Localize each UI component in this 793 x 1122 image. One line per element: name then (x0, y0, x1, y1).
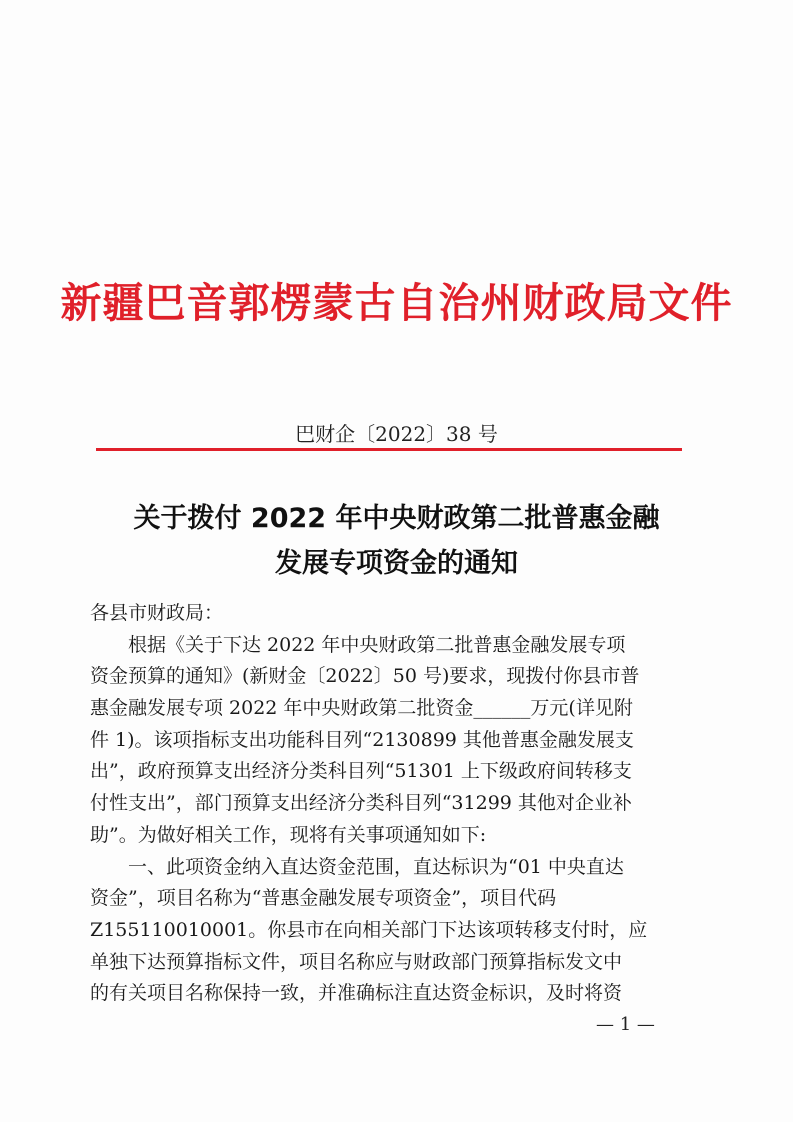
salutation: 各县市财政局： (90, 602, 224, 624)
body-line: 付性支出”，部门预算支出经济分类科目列“31299 其他对企业补 (90, 792, 632, 815)
document-number: 巴财企〔2022〕38 号 (295, 422, 498, 446)
body-line: 资金预算的通知》(新财金〔2022〕50 号)要求，现拨付你县市普 (90, 665, 640, 688)
notice-body (90, 598, 690, 1010)
notice-title-line-1: 关于拨付 2022 年中央财政第二批普惠金融 (133, 503, 660, 534)
notice-title-line-2: 发展专项资金的通知 (275, 548, 518, 579)
body-line: 资金”，项目名称为“普惠金融发展专项资金”，项目代码 (90, 887, 557, 910)
body-line: 件 1)。该项指标支出功能科目列“2130899 其他普惠金融发展支 (90, 728, 634, 751)
body-line: Z155110010001。你县市在向相关部门下达该项转移支付时，应 (90, 918, 648, 941)
body-line: 助”。为做好相关工作，现将有关事项通知如下: (90, 823, 487, 846)
body-line: 的有关项目名称保持一致，并准确标注直达资金标识，及时将资 (90, 982, 623, 1005)
masthead-title: 新疆巴音郭楞蒙古自治州财政局文件 (60, 279, 733, 327)
body-line: 一、此项资金纳入直达资金范围，直达标识为“01 中央直达 (128, 855, 624, 878)
body-line: 单独下达预算指标文件，项目名称应与财政部门预算指标发文中 (90, 950, 623, 973)
page-number: — 1 — (596, 1014, 655, 1035)
body-line: 出”，政府预算支出经济分类科目列“51301 上下级政府间转移支 (90, 760, 632, 783)
body-line: 根据《关于下达 2022 年中央财政第二批普惠金融发展专项 (128, 633, 626, 656)
body-line: 惠金融发展专项 2022 年中央财政第二批资金______万元(详见附 (90, 697, 633, 720)
red-divider-line (96, 448, 682, 451)
